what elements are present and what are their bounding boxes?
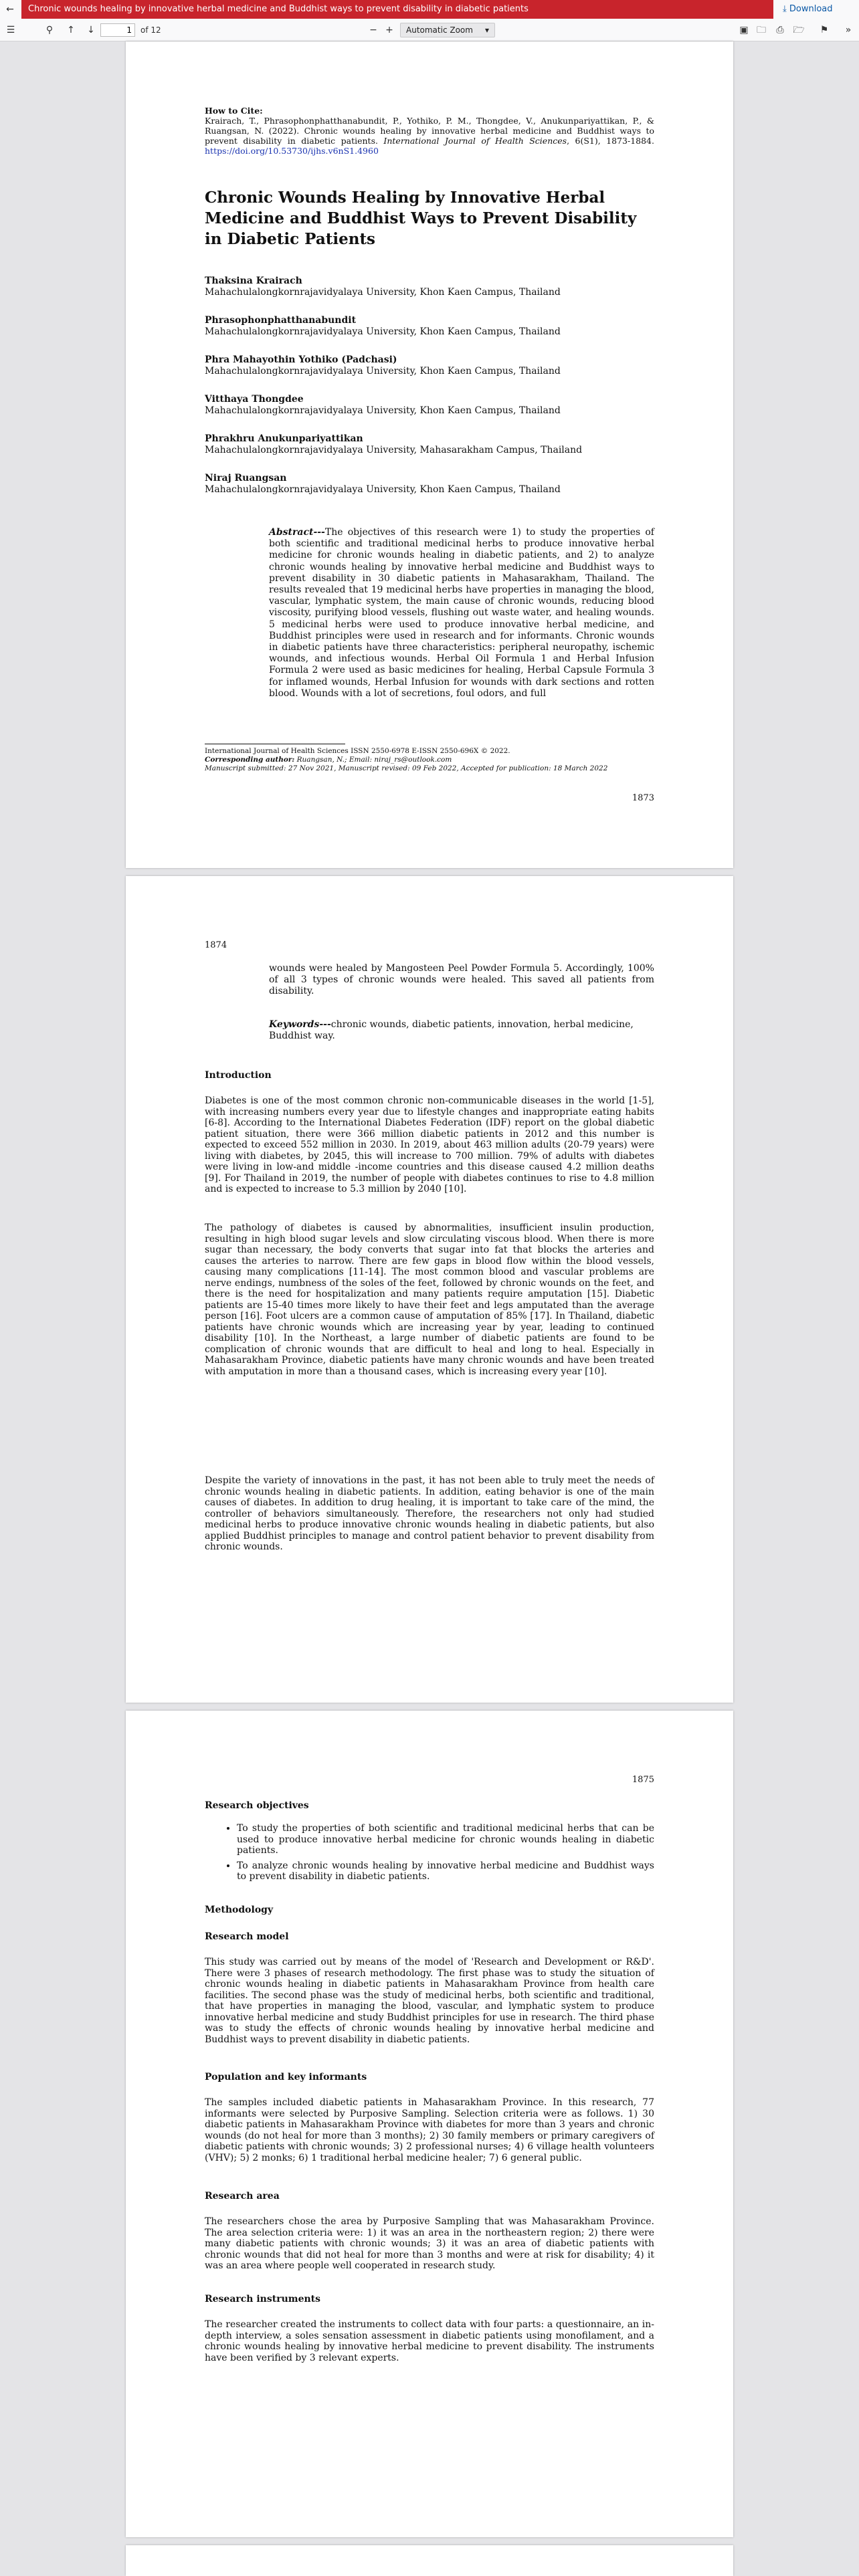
list-item: • To analyze chronic wounds healing by innovative herbal medicine and Buddhist ways to prevent disability in diabetic patients. [237, 1860, 654, 1883]
intro-paragraph-3: Despite the variety of innovations in the past, it has not been able to truly meet the needs of chronic wounds healing in diabetic patients. In addition, eating behavior is one of the main causes of diabetes. In addition to drug healing, it is important to take care of the mind, the controller of behaviors simultaneously. Therefore, the researchers not only had studied medicinal herbs to produce innovative chronic wounds healing in diabetic patients, but also applied Buddhist principles to manage and control patient behavior to prevent disability from chronic wounds. [205, 1475, 654, 1552]
author-name: Vitthaya Thongdee [205, 394, 304, 405]
intro-paragraph-1: Diabetes is one of the most common chronic non-communicable diseases in the world [1-5], with increasing numbers every year due to lifestyle changes and inappropriate eating habits [6-8]. According to the International Diabetes Federation (IDF) report on the global diabetic patient situation, there were 366 million diabetic patients in 2012 and this number is expected to exceed 552 million in 2030. In 2019, about 463 million adults (20-79 years) were living with diabetes, by 2045, this will increase to 700 million. 79% of adults with diabetes were living in low-and middle -income countries and this disease caused 4.2 million deaths [9]. For Thailand in 2019, the number of people with diabetes continues to rise to 4.8 million and is expected to increase to 5.3 million by 2040 [10]. [205, 1095, 654, 1194]
cite-volume: , 6(S1), 1873-1884. [567, 136, 654, 146]
list-item: • To study the properties of both scientific and traditional medicinal herbs that can be used to produce innovative herbal medicine for chronic wounds healing in diabetic patients. [237, 1823, 654, 1856]
download-icon: ⤓ [783, 4, 787, 14]
abstract-text: The objectives of this research were 1) to study the properties of both scientific and traditional medicinal herbs to produce innovative herbal medicine for chronic wounds healing in diabetic patients, and 2) to analyze chronic wounds healing by innovative herbal medicine and Buddhist ways to prevent disability in 30 diabetic patients in Mahasarakham, Thailand. The results revealed that 19 medicinal herbs have properties in managing the blood, vascular, lymphatic system, the main cause of chronic wounds, reducing blood viscosity, purifying blood vessels, flushing out waste water, and healing wounds. 5 medicinal herbs were used to produce innovative herbal medicine, and Buddhist principles were used in research and for informants. Chronic wounds in diabetic patients have three characteristics: peripheral neuropathy, ischemic wounds, and infectious wounds. Herbal Oil Formula 1 and Herbal Infusion Formula 2 were used as basic medicines for healing, Herbal Capsule Formula 3 for inflamed wounds, Herbal Infusion for wounds with dark sections and rotten blood. Wounds with a lot of secretions, foul odors, and full [269, 527, 654, 699]
footnote [205, 747, 660, 773]
footnote-journal: International Journal of Health Sciences ISSN 2550-6978 E-ISSN 2550-696X © 2022. [205, 747, 510, 755]
abstract [269, 527, 654, 700]
plus-icon[interactable]: + [385, 25, 393, 35]
author-name: Niraj Ruangsan [205, 473, 287, 484]
methodology-heading: Methodology [205, 1905, 274, 1915]
intro-paragraph-2: The pathology of diabetes is caused by abnormalities, insufficient insulin production, resulting in high blood sugar levels and slow circulating viscous blood. When there is more sugar than necessary, the body converts that sugar into fat that blocks the arteries and causes the arteries to narrow. There are few gaps in blood flow within the blood vessels, causing many complications [11-14]. The most common blood and vascular problems are nerve endings, numbness of the soles of the feet, followed by chronic wounds on the feet, and there is the need for hospitalization and many patients require amputation [15]. Diabetic patients are 15-40 times more likely to have their feet and legs amputated than the average person [16]. Foot ulcers are a common cause of amputation of 85% [17]. In Thailand, diabetic patients have chronic wounds which are increasing year by year, leading to continued disability [10]. In the Northeast, a large number of diabetic patients are found to be complication of chronic wounds that are difficult to heal and long to heal. Especially in Mahasarakham Province, diabetic patients have many chronic wounds and have been treated with amputation in more than a thousand cases, which is increasing every year [10]. [205, 1222, 654, 1377]
search-icon[interactable]: ⚲ [45, 25, 54, 35]
bookmark-icon[interactable]: ⚑ [820, 25, 829, 35]
population-heading: Population and key informants [205, 2072, 367, 2082]
keywords [269, 1019, 654, 1042]
pdf-page-4 [126, 2545, 733, 2576]
corresponding-label: Corresponding author: [205, 756, 295, 764]
minus-icon[interactable]: − [369, 25, 377, 35]
zoom-label: Automatic Zoom [406, 25, 473, 35]
author-5 [205, 433, 673, 473]
author-3 [205, 354, 673, 394]
document-title-bar: Chronic wounds healing by innovative herbal medicine and Buddhist ways to prevent disability in diabetic patients [21, 0, 773, 19]
corresponding-author: Ruangsan, N.; Email: niraj_rs@outlook.com [294, 756, 452, 764]
population-text: The samples included diabetic patients in Mahasarakham Province. In this research, 77 informants were selected by Purposive Sampling. Selection criteria were as follows. 1) 30 diabetic patients in Mahasarakham Province with diabetes for more than 3 years and chronic wounds (do not heal for more than 3 months); 2) 30 family members or primary caregivers of diabetic patients with chronic wounds; 3) 2 professional nurses; 4) 6 village health volunteers (VHV); 5) 2 monks; 6) 1 traditional herbal medicine healer; 7) 6 general public. [205, 2097, 654, 2163]
pdf-page-1 [126, 41, 733, 868]
research-area-heading: Research area [205, 2191, 280, 2202]
research-area-text: The researchers chose the area by Purposive Sampling that was Mahasarakham Province. The area selection criteria were: 1) it was an area in the northeastern region; 2) there were many diabetic patients with chronic wounds; 3) it was an area of diabetic patients with chronic wounds that did not heal for more than 3 months and were at risk for disability; 4) it was an area where people well cooperated in research study. [205, 2216, 654, 2271]
author-affiliation: Mahachulalongkornrajavidyalaya University, Mahasarakham Campus, Thailand [205, 444, 583, 455]
page-number: 1873 [632, 793, 654, 803]
author-name: Phrakhru Anukunpariyattikan [205, 433, 363, 444]
abstract-continued: wounds were healed by Mangosteen Peel Powder Formula 5. Accordingly, 100% of all 3 types of chronic wounds were healed. This saved all patients from disability. [269, 963, 654, 996]
author-name: Thaksina Krairach [205, 276, 302, 286]
abstract-label: Abstract--- [269, 527, 325, 538]
author-affiliation: Mahachulalongkornrajavidyalaya University, Khon Kaen Campus, Thailand [205, 286, 561, 298]
download-label: Download [789, 4, 833, 14]
tools-icon[interactable]: » [845, 25, 852, 35]
pdf-page-3 [126, 1711, 733, 2537]
author-name: Phra Mahayothin Yothiko (Padchasi) [205, 354, 397, 365]
viewer-topbar [0, 0, 859, 19]
paper-title: Chronic Wounds Healing by Innovative Herbal Medicine and Buddhist Ways to Prevent Disability in Diabetic Patients [205, 189, 637, 248]
keywords-label: Keywords--- [269, 1019, 331, 1030]
author-affiliation: Mahachulalongkornrajavidyalaya University, Khon Kaen Campus, Thailand [205, 365, 561, 377]
present-icon[interactable]: ▣ [739, 25, 749, 35]
doi-link[interactable]: https://doi.org/10.53730/ijhs.v6nS1.4960 [205, 146, 379, 156]
open-icon[interactable]: 🗀 [757, 25, 766, 35]
manuscript-dates: Manuscript submitted: 27 Nov 2021, Manuscript revised: 09 Feb 2022, Accepted for publication: 18 March 2022 [205, 764, 608, 772]
cite-heading: How to Cite: [205, 106, 263, 116]
author-name: Phrasophonphatthanabundit [205, 315, 357, 326]
citation-block [205, 106, 654, 156]
instruments-text: The researcher created the instruments to collect data with four parts: a questionnaire, an in-depth interview, a soles sensation assessment in diabetic patients using monofilament, and a chronic wounds healing by innovative herbal medicine to prevent disability. The instruments have been verified by 3 relevant experts. [205, 2319, 654, 2363]
download-button[interactable] [783, 3, 856, 16]
save-icon[interactable]: 🗁 [793, 25, 805, 35]
author-affiliation: Mahachulalongkornrajavidyalaya University, Khon Kaen Campus, Thailand [205, 484, 561, 495]
page-number: 1875 [632, 1775, 654, 1785]
research-model-heading: Research model [205, 1931, 289, 1942]
introduction-heading: Introduction [205, 1070, 272, 1081]
instruments-heading: Research instruments [205, 2294, 321, 2304]
up-arrow-icon[interactable]: ↑ [67, 25, 75, 35]
author-1 [205, 276, 673, 315]
objectives-heading: Research objectives [205, 1800, 309, 1811]
cite-text: Krairach, T., Phrasophonphatthanabundit, P., Yothiko, P. M., Thongdee, V., Anukunpariyattikan, P., & Ruangsan, N. (2022). Chronic wounds healing by innovative herbal medicine and Buddhist ways to prevent disability in diabetic patients. [205, 116, 654, 146]
research-model-text: This study was carried out by means of the model of 'Research and Development or R&D'. There were 3 phases of research methodology. The first phase was to study the situation of chronic wounds healing in diabetic patients in Mahasarakham Province from health care facilities. The second phase was the study of medicinal herbs, both scientific and traditional, that have properties in managing the blood, vascular, and lymphatic system to produce innovative herbal medicine and study Buddhist principles for use in research. The third phase was to study the effects of chronic wounds healing by innovative herbal medicine and Buddhist ways to prevent disability in diabetic patients. [205, 1957, 654, 2045]
page-number-input[interactable]: 1 [100, 23, 135, 37]
author-affiliation: Mahachulalongkornrajavidyalaya University, Khon Kaen Campus, Thailand [205, 326, 561, 337]
cite-journal: International Journal of Health Sciences [383, 136, 567, 146]
author-affiliation: Mahachulalongkornrajavidyalaya University, Khon Kaen Campus, Thailand [205, 405, 561, 416]
zoom-select[interactable] [400, 23, 495, 37]
author-4 [205, 394, 673, 433]
chevron-down-icon: ▾ [484, 25, 489, 35]
author-list [205, 276, 673, 512]
sidebar-icon[interactable]: ☰ [6, 25, 15, 35]
down-arrow-icon[interactable]: ↓ [87, 25, 95, 35]
keywords-text: chronic wounds, diabetic patients, innovation, herbal medicine, Buddhist way. [269, 1019, 634, 1041]
page-count: of 12 [140, 25, 161, 35]
back-arrow-icon[interactable]: ← [6, 4, 14, 15]
objectives-list [225, 1823, 654, 1887]
print-icon[interactable]: ⎙ [776, 25, 784, 35]
pdf-page-2 [126, 876, 733, 1703]
author-2 [205, 315, 673, 354]
author-6 [205, 473, 673, 512]
page-number: 1874 [205, 940, 227, 950]
